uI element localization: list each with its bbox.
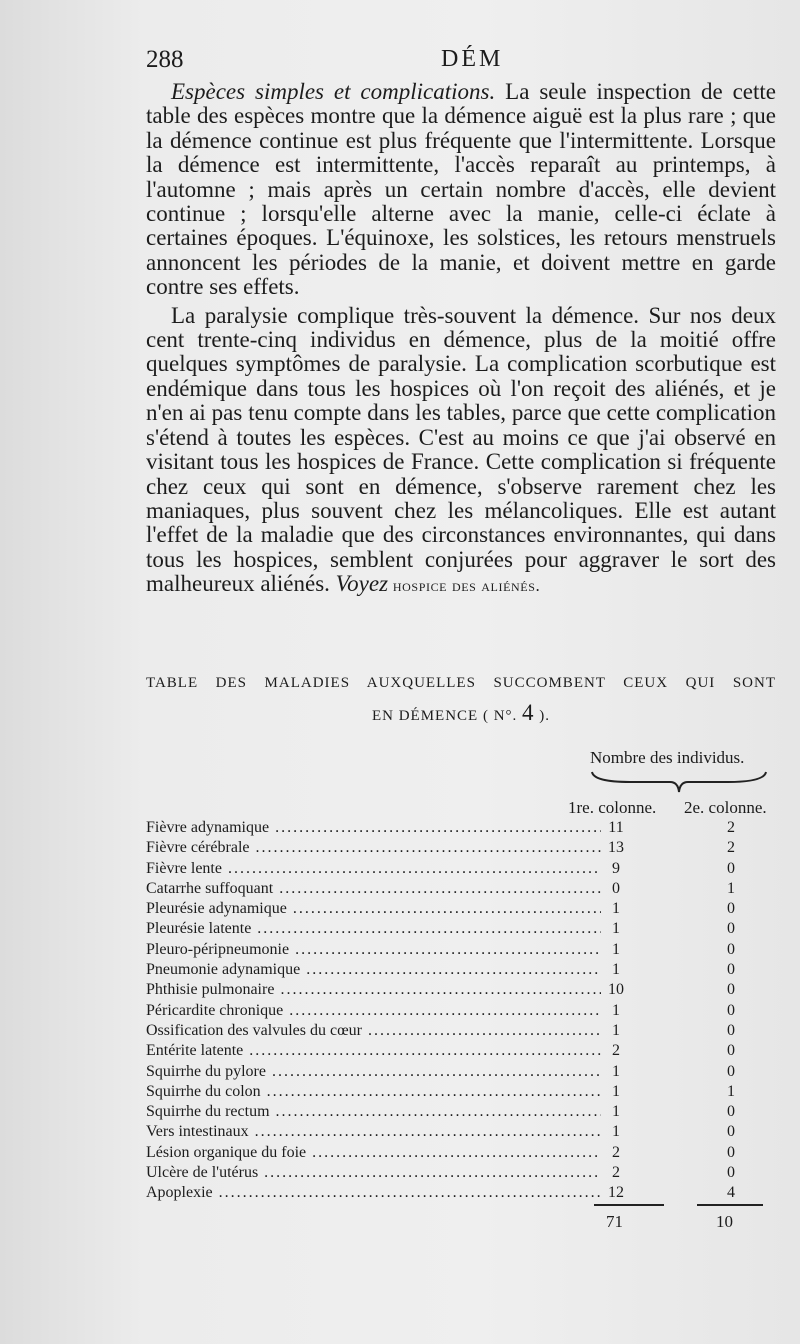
cross-reference: hospice des aliénés. <box>388 576 541 596</box>
column-2-value: 0 <box>727 1164 735 1182</box>
column-1-value: 1 <box>612 1001 620 1019</box>
disease-name: Fièvre lente ..... <box>146 859 601 879</box>
table-title-line-1: TABLE DES MALADIES AUXQUELLES SUCCOMBENT CEUX QUI SONT <box>146 675 776 691</box>
disease-name: Entérite latente ..... <box>146 1041 601 1061</box>
paragraph-1-body: La seule inspection de cette table des espèces montre que la démence aiguë est la plus rare ; que la démence continue est plus fréquente que l'intermittente. Lorsque la démence est intermittente, l'accès reparaît au printemps, à l'automne ; mais après un certain nombre d'accès, elle devient continue ; lorsqu'elle alterne avec la manie, celle-ci éclate à certaines époques. L'équinoxe, les solstices, les retours menstruels annoncent les périodes de la manie, et doivent mettre en garde contre ses effets. <box>146 79 777 300</box>
column-2-value: 2 <box>727 819 735 836</box>
column-2-value: 0 <box>727 961 735 979</box>
table-row <box>146 818 776 838</box>
table-row <box>146 1082 776 1102</box>
column-1-value: 10 <box>608 981 624 999</box>
column-2-value: 0 <box>727 859 735 877</box>
column-2-value: 0 <box>727 1123 735 1141</box>
table-row <box>146 899 776 919</box>
paragraph-1 <box>146 80 776 300</box>
column-2-value: 0 <box>727 1143 735 1161</box>
column-2-value: 4 <box>727 1184 735 1202</box>
table-row <box>146 1163 776 1183</box>
column-2-value: 0 <box>727 1001 735 1019</box>
disease-name: Fièvre cérébrale ..... <box>146 838 601 858</box>
total-rule-2 <box>697 1204 763 1206</box>
table-row <box>146 919 776 939</box>
column-2-value: 1 <box>727 1082 735 1100</box>
disease-name: Lésion organique du foie ..... <box>146 1143 601 1163</box>
paragraph-2 <box>146 304 776 599</box>
table-number: 4 <box>522 700 535 725</box>
column-1-value: 1 <box>612 1123 620 1141</box>
column-1-value: 2 <box>612 1042 620 1060</box>
column-1-value: 12 <box>608 1184 624 1202</box>
table-title-prefix: EN DÉMENCE ( N°. <box>371 708 523 724</box>
total-column-1: 71 <box>606 1212 623 1231</box>
paragraph-2-body: La paralysie complique très-souvent la démence. Sur nos deux cent trente-cinq individus en démence, plus de la moitié offre quelques symptômes de paralysie. La complication scorbutique est endémique dans tous les hospices où l'on reçoit des aliénés, et je n'en ai pas tenu compte dans les tables, parce que cette complication s'étend à toutes les espèces. C'est au moins ce que j'ai observé en visitant tous les hospices de France. Cette complication si fréquente chez ceux qui sont en démence, s'observe rarement chez les maniaques, plus souvent chez les mélancoliques. Elle est autant l'effet de la maladie que des circonstances environnantes, qui dans tous les hospices, semblent conjurées pour aggraver le sort des malheureux aliénés. <box>146 302 776 597</box>
table-row <box>146 879 776 899</box>
table-title <box>146 672 776 727</box>
voyez-label: Voyez <box>335 571 389 597</box>
brace-icon <box>590 770 768 794</box>
column-1-value: 1 <box>612 961 620 979</box>
disease-name: Squirrhe du pylore ..... <box>146 1062 601 1082</box>
column-1-value: 13 <box>608 839 624 857</box>
page-header <box>146 46 760 80</box>
column-1-value: 9 <box>612 859 620 877</box>
table-row <box>146 1122 776 1142</box>
table-row <box>146 940 776 960</box>
disease-name: Phthisie pulmonaire ..... <box>146 980 601 1000</box>
table-row <box>146 1041 776 1061</box>
disease-name: Pneumonie adynamique ..... <box>146 960 601 980</box>
total-column-2: 10 <box>716 1212 733 1231</box>
table-row <box>146 1102 776 1122</box>
paragraph-1-lead: Espèces simples et complications. <box>171 79 496 104</box>
table-title-suffix: ). <box>534 708 551 724</box>
disease-name: Pleurésie latente ..... <box>146 919 601 939</box>
column-1-value: 1 <box>612 920 620 938</box>
table-row <box>146 859 776 879</box>
disease-name: Vers intestinaux ..... <box>146 1122 601 1142</box>
column-1-value: 1 <box>612 1062 620 1080</box>
disease-name: Péricardite chronique ..... <box>146 1001 601 1021</box>
table-row <box>146 980 776 1000</box>
column-1-value: 1 <box>612 1103 620 1121</box>
column-1-value: 1 <box>612 940 620 958</box>
column-2-value: 2 <box>727 839 735 857</box>
column-2-value: 0 <box>727 900 735 918</box>
disease-name: Apoplexie ..... <box>146 1183 601 1203</box>
column-1-value: 2 <box>612 1164 620 1182</box>
disease-name: Ossification des valvules du cœur ..... <box>146 1021 601 1041</box>
table-row <box>146 838 776 858</box>
table-row <box>146 1062 776 1082</box>
running-title: DÉM <box>441 46 504 72</box>
column-2-value: 0 <box>727 1103 735 1121</box>
disease-name: Catarrhe suffoquant ..... <box>146 879 601 899</box>
column-2-header: 2e. colonne. <box>684 798 767 817</box>
table-row <box>146 1001 776 1021</box>
table-row <box>146 1183 776 1203</box>
column-2-value: 0 <box>727 981 735 999</box>
disease-name: Squirrhe du colon ..... <box>146 1082 601 1102</box>
body-text <box>146 80 776 599</box>
disease-name: Fièvre adynamique ..... <box>146 818 601 838</box>
total-rule-1 <box>594 1204 664 1206</box>
column-1-header: 1re. colonne. <box>568 798 657 817</box>
disease-name: Pleuro-péripneumonie ..... <box>146 940 601 960</box>
table-row <box>146 1143 776 1163</box>
table-row <box>146 1021 776 1041</box>
disease-name: Ulcère de l'utérus ..... <box>146 1163 601 1183</box>
column-1-value: 2 <box>612 1143 620 1161</box>
column-1-value: 11 <box>608 819 624 836</box>
column-2-value: 0 <box>727 1042 735 1060</box>
column-2-value: 0 <box>727 940 735 958</box>
column-2-value: 0 <box>727 1062 735 1080</box>
column-1-value: 0 <box>612 879 620 897</box>
disease-table <box>146 818 776 1204</box>
column-2-value: 1 <box>727 879 735 897</box>
column-1-value: 1 <box>612 1021 620 1039</box>
table-title-line-2 <box>146 702 776 727</box>
column-2-value: 0 <box>727 920 735 938</box>
column-2-value: 0 <box>727 1021 735 1039</box>
column-1-value: 1 <box>612 900 620 918</box>
column-1-value: 1 <box>612 1082 620 1100</box>
disease-name: Pleurésie adynamique ..... <box>146 899 601 919</box>
page-number: 288 <box>146 46 184 73</box>
table-row <box>146 960 776 980</box>
disease-name: Squirrhe du rectum ..... <box>146 1102 601 1122</box>
group-header: Nombre des individus. <box>590 748 745 767</box>
